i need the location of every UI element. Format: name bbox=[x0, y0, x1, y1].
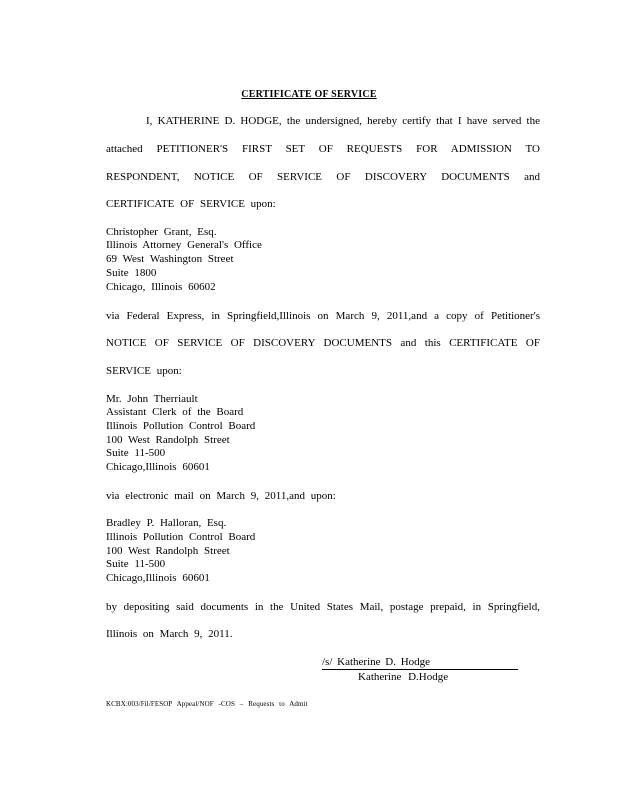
body-line: via electronic mail on March 9, 2011,and upon: bbox=[106, 490, 336, 502]
address-line: 100 West Randolph Street bbox=[106, 545, 230, 557]
body-line: attached PETITIONER'S FIRST SET OF REQUESTS FOR ADMISSION TO bbox=[106, 143, 540, 155]
document-title: CERTIFICATE OF SERVICE bbox=[241, 89, 377, 100]
body-line: SERVICE upon: bbox=[106, 365, 182, 377]
body-line: NOTICE OF SERVICE OF DISCOVERY DOCUMENTS and this CERTIFICATE OF bbox=[106, 337, 540, 349]
address-line: Bradley P. Halloran, Esq. bbox=[106, 517, 227, 529]
address-line: Chicago,Illinois 60601 bbox=[106, 572, 210, 584]
body-line: RESPONDENT, NOTICE OF SERVICE OF DISCOVERY DOCUMENTS and bbox=[106, 171, 540, 183]
address-line: Mr. John Therriault bbox=[106, 393, 198, 405]
address-line: Suite 11-500 bbox=[106, 447, 166, 459]
body-line: by depositing said documents in the United States Mail, postage prepaid, in Springfield, bbox=[106, 601, 540, 613]
address-line: Suite 1800 bbox=[106, 267, 157, 279]
address-line: Illinois Pollution Control Board bbox=[106, 420, 256, 432]
address-line: Assistant Clerk of the Board bbox=[106, 406, 244, 418]
document-footer: KCBX:003/Fil/FESOP Appeal/NOF -COS – Requests to Admit bbox=[106, 700, 308, 708]
address-line: Illinois Attorney General's Office bbox=[106, 239, 262, 251]
body-line: via Federal Express, in Springfield,Illinois on March 9, 2011,and a copy of Petitioner's bbox=[106, 310, 540, 322]
body-line: I, KATHERINE D. HODGE, the undersigned, hereby certify that I have served the bbox=[146, 115, 540, 127]
address-line: Chicago, Illinois 60602 bbox=[106, 281, 216, 293]
body-line: CERTIFICATE OF SERVICE upon: bbox=[106, 198, 276, 210]
signatory-name: Katherine D.Hodge bbox=[358, 671, 449, 683]
address-line: Illinois Pollution Control Board bbox=[106, 531, 256, 543]
address-line: Suite 11-500 bbox=[106, 558, 166, 570]
address-line: Chicago,Illinois 60601 bbox=[106, 461, 210, 473]
address-line: Christopher Grant, Esq. bbox=[106, 226, 217, 238]
signature-line bbox=[322, 669, 518, 670]
body-line: Illinois on March 9, 2011. bbox=[106, 628, 233, 640]
electronic-signature: /s/ Katherine D. Hodge bbox=[322, 656, 431, 668]
address-line: 69 West Washington Street bbox=[106, 253, 234, 265]
address-line: 100 West Randolph Street bbox=[106, 434, 230, 446]
